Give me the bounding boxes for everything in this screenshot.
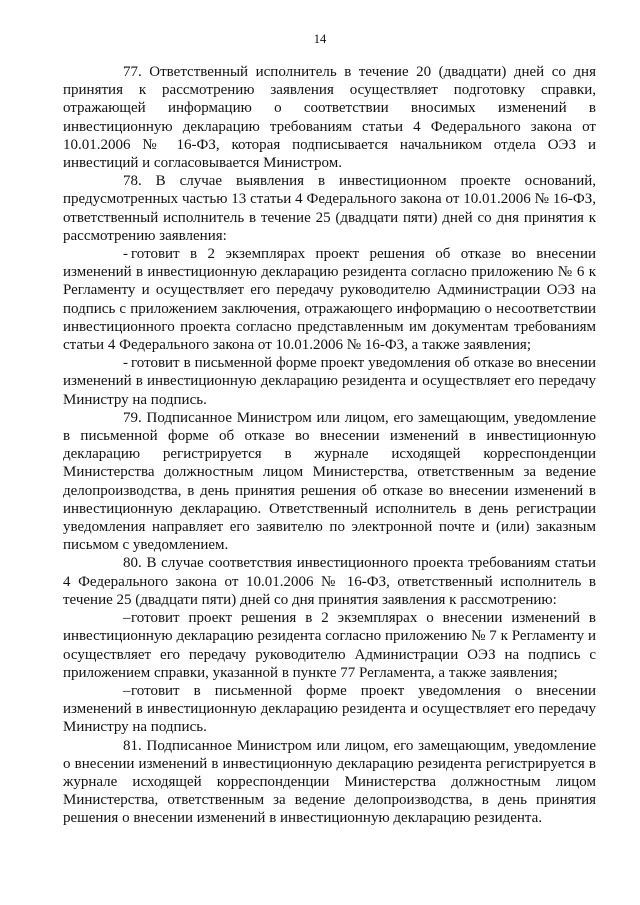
paragraph-number: 79. [123, 409, 142, 426]
list-item-text: готовит в письменной форме проект уведомления об отказе во внесении изменений в инвестиционную декларацию резидента и осуществляет его передачу Министру на подпись. [63, 355, 596, 408]
paragraph-text: Подписанное Министром или лицом, его замещающим, уведомление о внесении изменений в инвестиционную декларацию резидента регистрируется в журнале исходящей корреспонденции Министерства должностным лицом Министерства, ответственным за ведение делопроизводства, в день принятия решения о внесении изменений в инвестиционную декларацию резидента. [63, 737, 597, 827]
paragraph-number: 80. [123, 555, 142, 572]
paragraph-text: Подписанное Министром или лицом, его замещающим, уведомление в письменной форме об отказе во внесении изменений в инвестиционную декларацию регистрируется в журнале исходящей корреспонденции Министерства должностным лицом Министерства, ответственным за ведение делопроизводства, в день принятия решения об отказе во внесении изменений в инвестиционную декларацию. Ответственный исполнитель в день регистрации уведомления направляет его заявителю по электронной почте и (или) заказным письмом с уведомлением. [63, 409, 597, 554]
paragraph-text: Ответственный исполнитель в течение 20 (двадцати) дней со дня принятия к рассмотрению заявления осуществляет подготовку справки, отражающей информацию о соответствии вносимых изменений в инвестиционную декларацию требованиям статьи 4 Федерального закона от 10.01.2006 № 16-ФЗ, которая подписывается начальником отдела ОЭЗ и инвестиций и согласовывается Министром. [63, 64, 596, 172]
list-item-text: готовит в 2 экземплярах проект решения об отказе во внесении изменений в инвестиционную декларацию резидента согласно приложению № 6 к Регламенту и осуществляет его передачу руководителю Администрации ОЭЗ на подпись с приложением заключения, отражающего информацию о несоответствии инвестиционного проекта согласно представленным им документам требованиям статьи 4 Федерального закона от 10.01.2006 № 16-ФЗ, а также заявления; [63, 246, 596, 354]
paragraph-number: 78. [123, 173, 142, 190]
paragraph-79 [63, 409, 596, 555]
list-item-text: готовит в письменной форме проект уведомления о внесении изменений в инвестиционную декларацию резидента и осуществляет его передачу Министру на подпись. [63, 682, 596, 736]
list-bullet: – [123, 610, 131, 627]
paragraph-77 [63, 63, 596, 172]
paragraph-80 [63, 554, 596, 609]
list-item [63, 354, 596, 409]
paragraph-text: В случае соответствия инвестиционного проекта требованиям статьи 4 Федерального закона от 10.01.2006 № 16-ФЗ, ответственный исполнитель в течение 25 (двадцати пяти) дней со дня принятия заявления к рассмотрению: [63, 555, 597, 608]
paragraph-81 [63, 737, 596, 828]
document-body [63, 63, 596, 828]
list-item [63, 682, 596, 737]
list-bullet: - [123, 355, 128, 372]
paragraph-number: 77. [123, 64, 142, 80]
list-item [63, 245, 596, 354]
page-number: 14 [313, 32, 327, 46]
list-bullet: – [123, 682, 131, 699]
paragraph-78 [63, 172, 596, 245]
paragraph-number: 81. [123, 737, 142, 754]
list-item [63, 609, 596, 682]
paragraph-text: В случае выявления в инвестиционном проекте оснований, предусмотренных частью 13 статьи 4 Федерального закона от 10.01.2006 № 16-ФЗ, ответственный исполнитель в течение 25 (двадцати пяти) дней со дня принятия к рассмотрению заявления: [63, 173, 597, 244]
list-item-text: готовит проект решения в 2 экземплярах о внесении изменений в инвестиционную декларацию резидента согласно приложению № 7 к Регламенту и осуществляет его передачу руководителю Администрации ОЭЗ на подпись с приложением справки, указанной в пункте 77 Регламента, а также заявления; [63, 610, 596, 681]
list-bullet: - [123, 246, 128, 263]
